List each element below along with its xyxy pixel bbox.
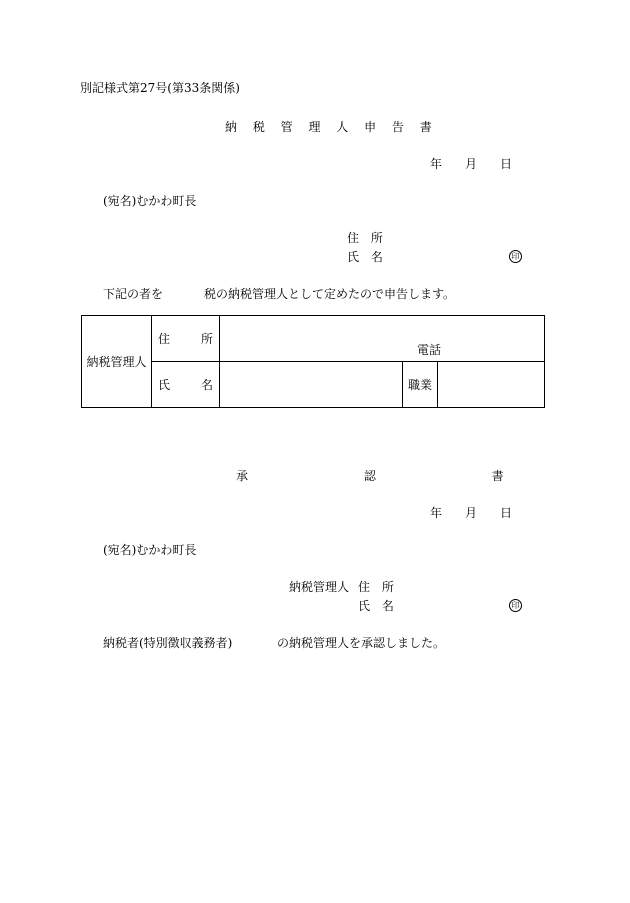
address-label-char-1: 住 xyxy=(158,332,171,346)
date-month-label: 月 xyxy=(465,157,478,171)
approval-body-suffix: の納税管理人を承認しました。 xyxy=(277,636,446,650)
approval-date-day-label: 日 xyxy=(500,506,513,520)
addressee: (宛名)むかわ町長 xyxy=(103,194,197,208)
phone-label: 電話 xyxy=(417,343,442,357)
declaration-body-suffix: 税の納税管理人として定めたので申告します。 xyxy=(204,287,456,301)
approval-manager-label: 納税管理人 xyxy=(289,580,350,594)
name-label-char-2: 名 xyxy=(200,377,213,392)
name-label-char-1: 氏 xyxy=(158,377,171,392)
approval-title: 承 認 書 xyxy=(236,469,560,483)
approval-name-label: 氏 名 xyxy=(358,599,398,613)
form-number: 別記様式第27号(第33条関係) xyxy=(80,81,240,95)
occupation-label-cell xyxy=(403,362,438,408)
address-field[interactable] xyxy=(220,316,545,362)
tax-manager-row-header xyxy=(82,316,152,408)
approval-date-month-label: 月 xyxy=(465,506,478,520)
approval-addressee: (宛名)むかわ町長 xyxy=(103,543,197,557)
occupation-label: 職業 xyxy=(407,377,432,392)
occupation-field[interactable] xyxy=(438,362,545,408)
address-label-cell xyxy=(152,316,220,362)
address-label-char-2: 所 xyxy=(200,332,213,346)
applicant-name-label: 氏 名 xyxy=(347,250,387,264)
tax-manager-row-header-label: 納税管理人 xyxy=(86,354,147,369)
tax-manager-table xyxy=(81,315,545,408)
date-year-label: 年 xyxy=(430,157,443,171)
approval-date-year-label: 年 xyxy=(430,506,443,520)
approval-address-label: 住 所 xyxy=(358,580,398,594)
date-day-label: 日 xyxy=(500,157,513,171)
seal-icon: 印 xyxy=(509,250,522,263)
applicant-address-label: 住 所 xyxy=(347,231,387,245)
name-field[interactable] xyxy=(220,362,403,408)
declaration-body-prefix: 下記の者を xyxy=(103,287,164,301)
document-title: 納 税 管 理 人 申 告 書 xyxy=(225,120,438,134)
name-label-cell xyxy=(152,362,220,408)
approval-seal-icon: 印 xyxy=(509,599,522,612)
approval-body-prefix: 納税者(特別徴収義務者) xyxy=(103,636,233,650)
